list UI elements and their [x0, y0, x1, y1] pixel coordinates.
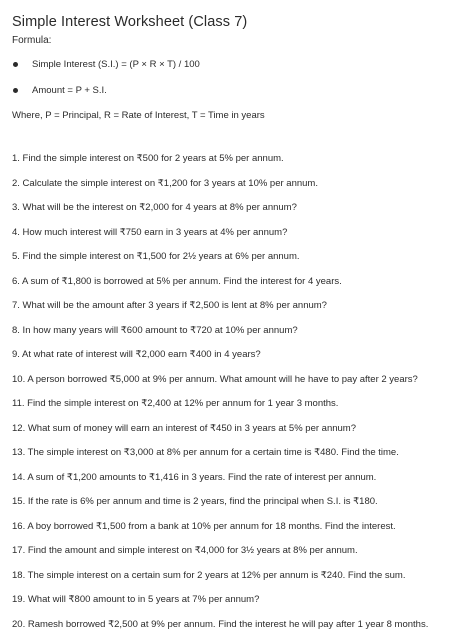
bullet-icon	[13, 88, 18, 93]
question-item: 4. How much interest will ₹750 earn in 3 years at 4% per annum?	[12, 227, 462, 252]
question-item: 14. A sum of ₹1,200 amounts to ₹1,416 in 3 years. Find the rate of interest per annum.	[12, 472, 462, 497]
question-list	[12, 153, 462, 643]
question-item: 15. If the rate is 6% per annum and time is 2 years, find the principal when S.I. is ₹180.	[12, 496, 462, 521]
variable-legend: Where, P = Principal, R = Rate of Interest, T = Time in years	[12, 110, 462, 122]
question-item: 7. What will be the amount after 3 years if ₹2,500 is lent at 8% per annum?	[12, 300, 462, 325]
formula-simple-interest	[12, 59, 462, 71]
question-item: 5. Find the simple interest on ₹1,500 for 2½ years at 6% per annum.	[12, 251, 462, 276]
question-item: 3. What will be the interest on ₹2,000 for 4 years at 8% per annum?	[12, 202, 462, 227]
question-item: 11. Find the simple interest on ₹2,400 at 12% per annum for 1 year 3 months.	[12, 398, 462, 423]
question-item: 9. At what rate of interest will ₹2,000 earn ₹400 in 4 years?	[12, 349, 462, 374]
question-item: 12. What sum of money will earn an interest of ₹450 in 3 years at 5% per annum?	[12, 423, 462, 448]
question-item: 10. A person borrowed ₹5,000 at 9% per annum. What amount will he have to pay after 2 years?	[12, 374, 462, 399]
bullet-icon	[13, 62, 18, 67]
formula-text: Amount = P + S.I.	[32, 85, 107, 96]
page-title: Simple Interest Worksheet (Class 7)	[12, 14, 462, 31]
question-item: 2. Calculate the simple interest on ₹1,200 for 3 years at 10% per annum.	[12, 178, 462, 203]
formula-list	[12, 59, 462, 97]
question-item: 1. Find the simple interest on ₹500 for 2 years at 5% per annum.	[12, 153, 462, 178]
question-item: 6. A sum of ₹1,800 is borrowed at 5% per annum. Find the interest for 4 years.	[12, 276, 462, 301]
formula-label: Formula:	[12, 34, 462, 47]
question-item: 19. What will ₹800 amount to in 5 years at 7% per annum?	[12, 594, 462, 619]
question-item: 16. A boy borrowed ₹1,500 from a bank at 10% per annum for 18 months. Find the interest.	[12, 521, 462, 546]
formula-amount	[12, 85, 462, 97]
question-item: 18. The simple interest on a certain sum for 2 years at 12% per annum is ₹240. Find the sum.	[12, 570, 462, 595]
question-item: 20. Ramesh borrowed ₹2,500 at 9% per annum. Find the interest he will pay after 1 year 8 months.	[12, 619, 462, 643]
question-item: 13. The simple interest on ₹3,000 at 8% per annum for a certain time is ₹480. Find the time.	[12, 447, 462, 472]
question-item: 8. In how many years will ₹600 amount to ₹720 at 10% per annum?	[12, 325, 462, 350]
question-item: 17. Find the amount and simple interest on ₹4,000 for 3½ years at 8% per annum.	[12, 545, 462, 570]
formula-text: Simple Interest (S.I.) = (P × R × T) / 100	[32, 59, 200, 70]
